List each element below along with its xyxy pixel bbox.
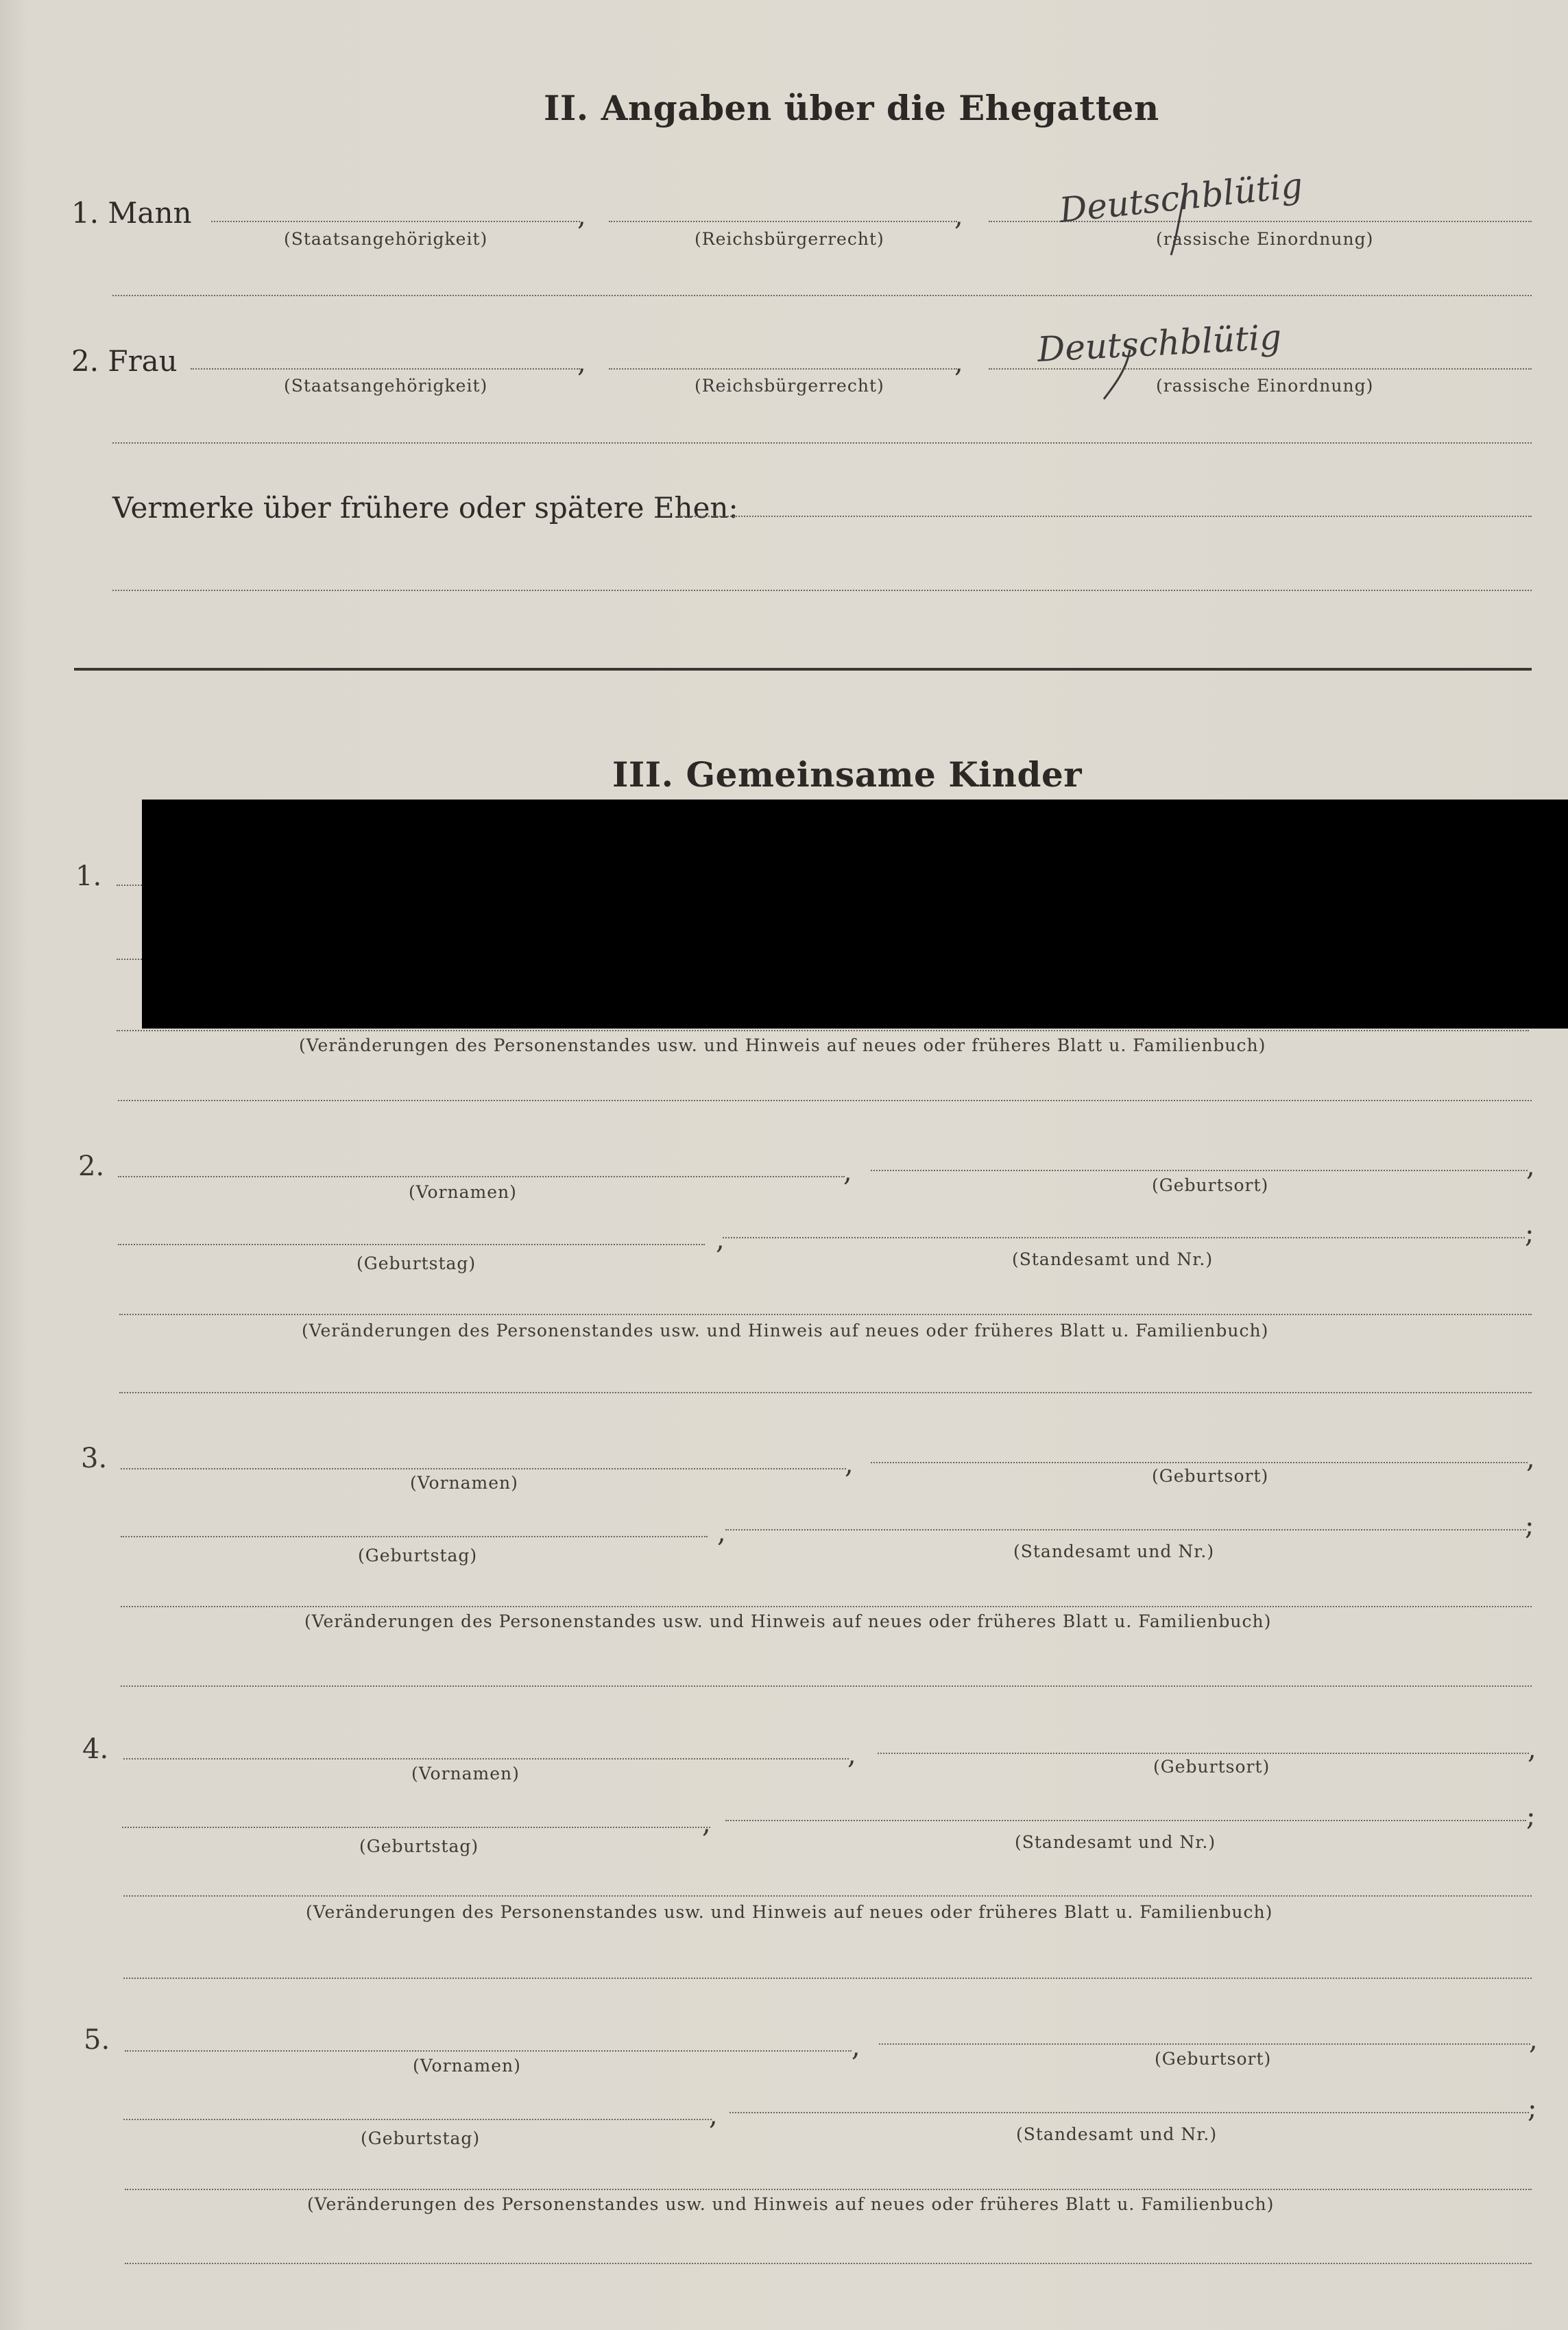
wife-nationality-caption: (Staatsangehörigkeit) [284,376,488,396]
child-1-changes-field[interactable] [117,1030,1529,1031]
child-3-registry-caption: (Standesamt und Nr.) [1013,1541,1215,1561]
section-divider [74,668,1532,671]
child-4-changes-field[interactable] [123,1895,1532,1897]
child-3-extra-line[interactable] [121,1685,1532,1687]
wife-extra-line[interactable] [112,442,1532,444]
child-3-changes-caption: (Veränderungen des Personenstandes usw. und Hinweis auf neues oder früheres Blatt u. Familienbuch) [304,1611,1272,1631]
child-2-changes-caption: (Veränderungen des Personenstandes usw. und Hinweis auf neues oder früheres Blatt u. Familienbuch) [302,1321,1269,1341]
child-2-birthday-field[interactable] [118,1244,705,1245]
husband-nationality-field[interactable] [211,221,580,222]
child-5-birthday-caption: (Geburtstag) [361,2128,481,2148]
wife-nationality-field[interactable] [191,368,580,370]
child-3-birthday-field[interactable] [121,1536,708,1537]
svg-text:Deutschblütig: Deutschblütig [1057,165,1305,230]
wife-citizenship-caption: (Reichsbürgerrecht) [695,376,884,396]
notes-extra-line[interactable] [112,590,1532,591]
wife-race-caption: (rassische Einordnung) [1156,376,1374,396]
child-5-registry-field[interactable] [729,2112,1529,2113]
child-3-first-names-caption: (Vornamen) [410,1473,518,1493]
form-page: II. Angaben über die Ehegatten 1. Mann , , (Staatsangehörigkeit) (Reichsbürgerrecht) (rassische Einordnung) Deutschblütig 2. Frau , , (Staatsangehörigkeit) (Reichsbürgerrecht) (rassische Einordnung) Deutschblütig Vermerke über frühere oder spätere Ehen: III. Gemeinsame Kinder 1. (Veränderungen des Personenstandes usw. und Hinweis auf neues oder früheres Blatt u. Familienbuch) 2. , , (Vornamen) (Geburtsort) , ; (Geburtstag) (Standesamt und Nr.) (Veränderungen des Personenstandes usw. und Hinweis auf neues oder früheres Blatt u. Familienbuch) 3. , , (Vornamen) (Geburtsort) , ; (Geburtstag) (Standesamt und Nr.) (Veränderungen des Personenstandes usw. und Hinweis auf neues oder früheres Blatt u. Familienbuch) 4. , , (Vornamen) (Geburtsort) , ; (Geburtstag) (Standesamt und Nr.) (Veränderungen des Personenstandes usw. und Hinweis auf neues oder früheres Blatt u. Familienbuch) 5. , , (Vornamen) (Geburtsort) , ; (Geburtstag) (Standesamt und Nr.) (Veränderungen des Personenstandes usw. und Hinweis auf neues oder früheres Blatt u. Familienbuch) [0,0,1568,2330]
wife-citizenship-field[interactable] [609,368,957,370]
child-5-extra-line[interactable] [125,2263,1532,2264]
child-3-number: 3. [81,1443,108,1474]
child-2-changes-field[interactable] [119,1314,1532,1315]
child-1-changes-caption: (Veränderungen des Personenstandes usw. und Hinweis auf neues oder früheres Blatt u. Familienbuch) [299,1035,1266,1055]
husband-citizenship-field[interactable] [609,221,957,222]
child-3-registry-field[interactable] [725,1529,1526,1530]
child-4-registry-caption: (Standesamt und Nr.) [1015,1832,1216,1852]
child-4-number: 4. [82,1733,109,1765]
husband-label: 1. Mann [71,196,192,230]
child-2-registry-field[interactable] [723,1237,1525,1238]
child-4-changes-caption: (Veränderungen des Personenstandes usw. und Hinweis auf neues oder früheres Blatt u. Familienbuch) [306,1902,1273,1922]
notes-label: Vermerke über frühere oder spätere Ehen: [112,491,738,525]
child-2-birthday-caption: (Geburtstag) [357,1253,477,1273]
redaction-block [142,800,1568,1029]
child-5-birthday-field[interactable] [123,2119,712,2120]
child-2-first-names-caption: (Vornamen) [409,1182,517,1202]
wife-label: 2. Frau [71,344,178,378]
child-2-first-names-field[interactable] [118,1176,845,1177]
child-3-birthplace-field[interactable] [871,1462,1528,1463]
child-5-first-names-field[interactable] [125,2050,852,2052]
child-5-number: 5. [84,2024,110,2056]
svg-text:Deutschblütig: Deutschblütig [1036,317,1283,370]
husband-extra-line[interactable] [112,295,1532,296]
child-5-registry-caption: (Standesamt und Nr.) [1016,2124,1218,2144]
child-3-birthday-caption: (Geburtstag) [358,1546,478,1565]
child-1-extra-line[interactable] [118,1100,1532,1101]
child-2-extra-line[interactable] [119,1392,1532,1393]
husband-citizenship-caption: (Reichsbürgerrecht) [695,229,884,249]
child-4-first-names-field[interactable] [123,1758,849,1759]
child-5-first-names-caption: (Vornamen) [413,2056,521,2076]
child-5-birthplace-caption: (Geburtsort) [1155,2049,1272,2069]
child-5-changes-caption: (Veränderungen des Personenstandes usw. und Hinweis auf neues oder früheres Blatt u. Familienbuch) [307,2194,1275,2214]
child-2-registry-caption: (Standesamt und Nr.) [1012,1249,1214,1269]
child-5-changes-field[interactable] [125,2189,1532,2190]
child-3-birthplace-caption: (Geburtsort) [1152,1466,1269,1486]
child-2-birthplace-caption: (Geburtsort) [1152,1175,1269,1195]
child-4-extra-line[interactable] [123,1978,1532,1979]
husband-nationality-caption: (Staatsangehörigkeit) [284,229,488,249]
husband-race-caption: (rassische Einordnung) [1156,229,1374,249]
section-2-title: II. Angaben über die Ehegatten [544,88,1159,128]
child-2-number: 2. [78,1151,105,1182]
child-3-first-names-field[interactable] [121,1468,846,1469]
child-2-birthplace-field[interactable] [871,1170,1528,1171]
child-4-birthplace-caption: (Geburtsort) [1153,1757,1270,1777]
child-3-changes-field[interactable] [121,1606,1532,1607]
section-3-title: III. Gemeinsame Kinder [612,754,1083,795]
child-4-birthplace-field[interactable] [878,1753,1529,1754]
child-5-birthplace-field[interactable] [879,2043,1530,2045]
child-4-birthday-caption: (Geburtstag) [359,1836,479,1856]
child-4-first-names-caption: (Vornamen) [411,1764,520,1783]
child-1-number: 1. [75,861,102,892]
notes-field[interactable] [679,516,1532,517]
child-4-registry-field[interactable] [725,1820,1526,1821]
child-4-birthday-field[interactable] [122,1827,710,1828]
